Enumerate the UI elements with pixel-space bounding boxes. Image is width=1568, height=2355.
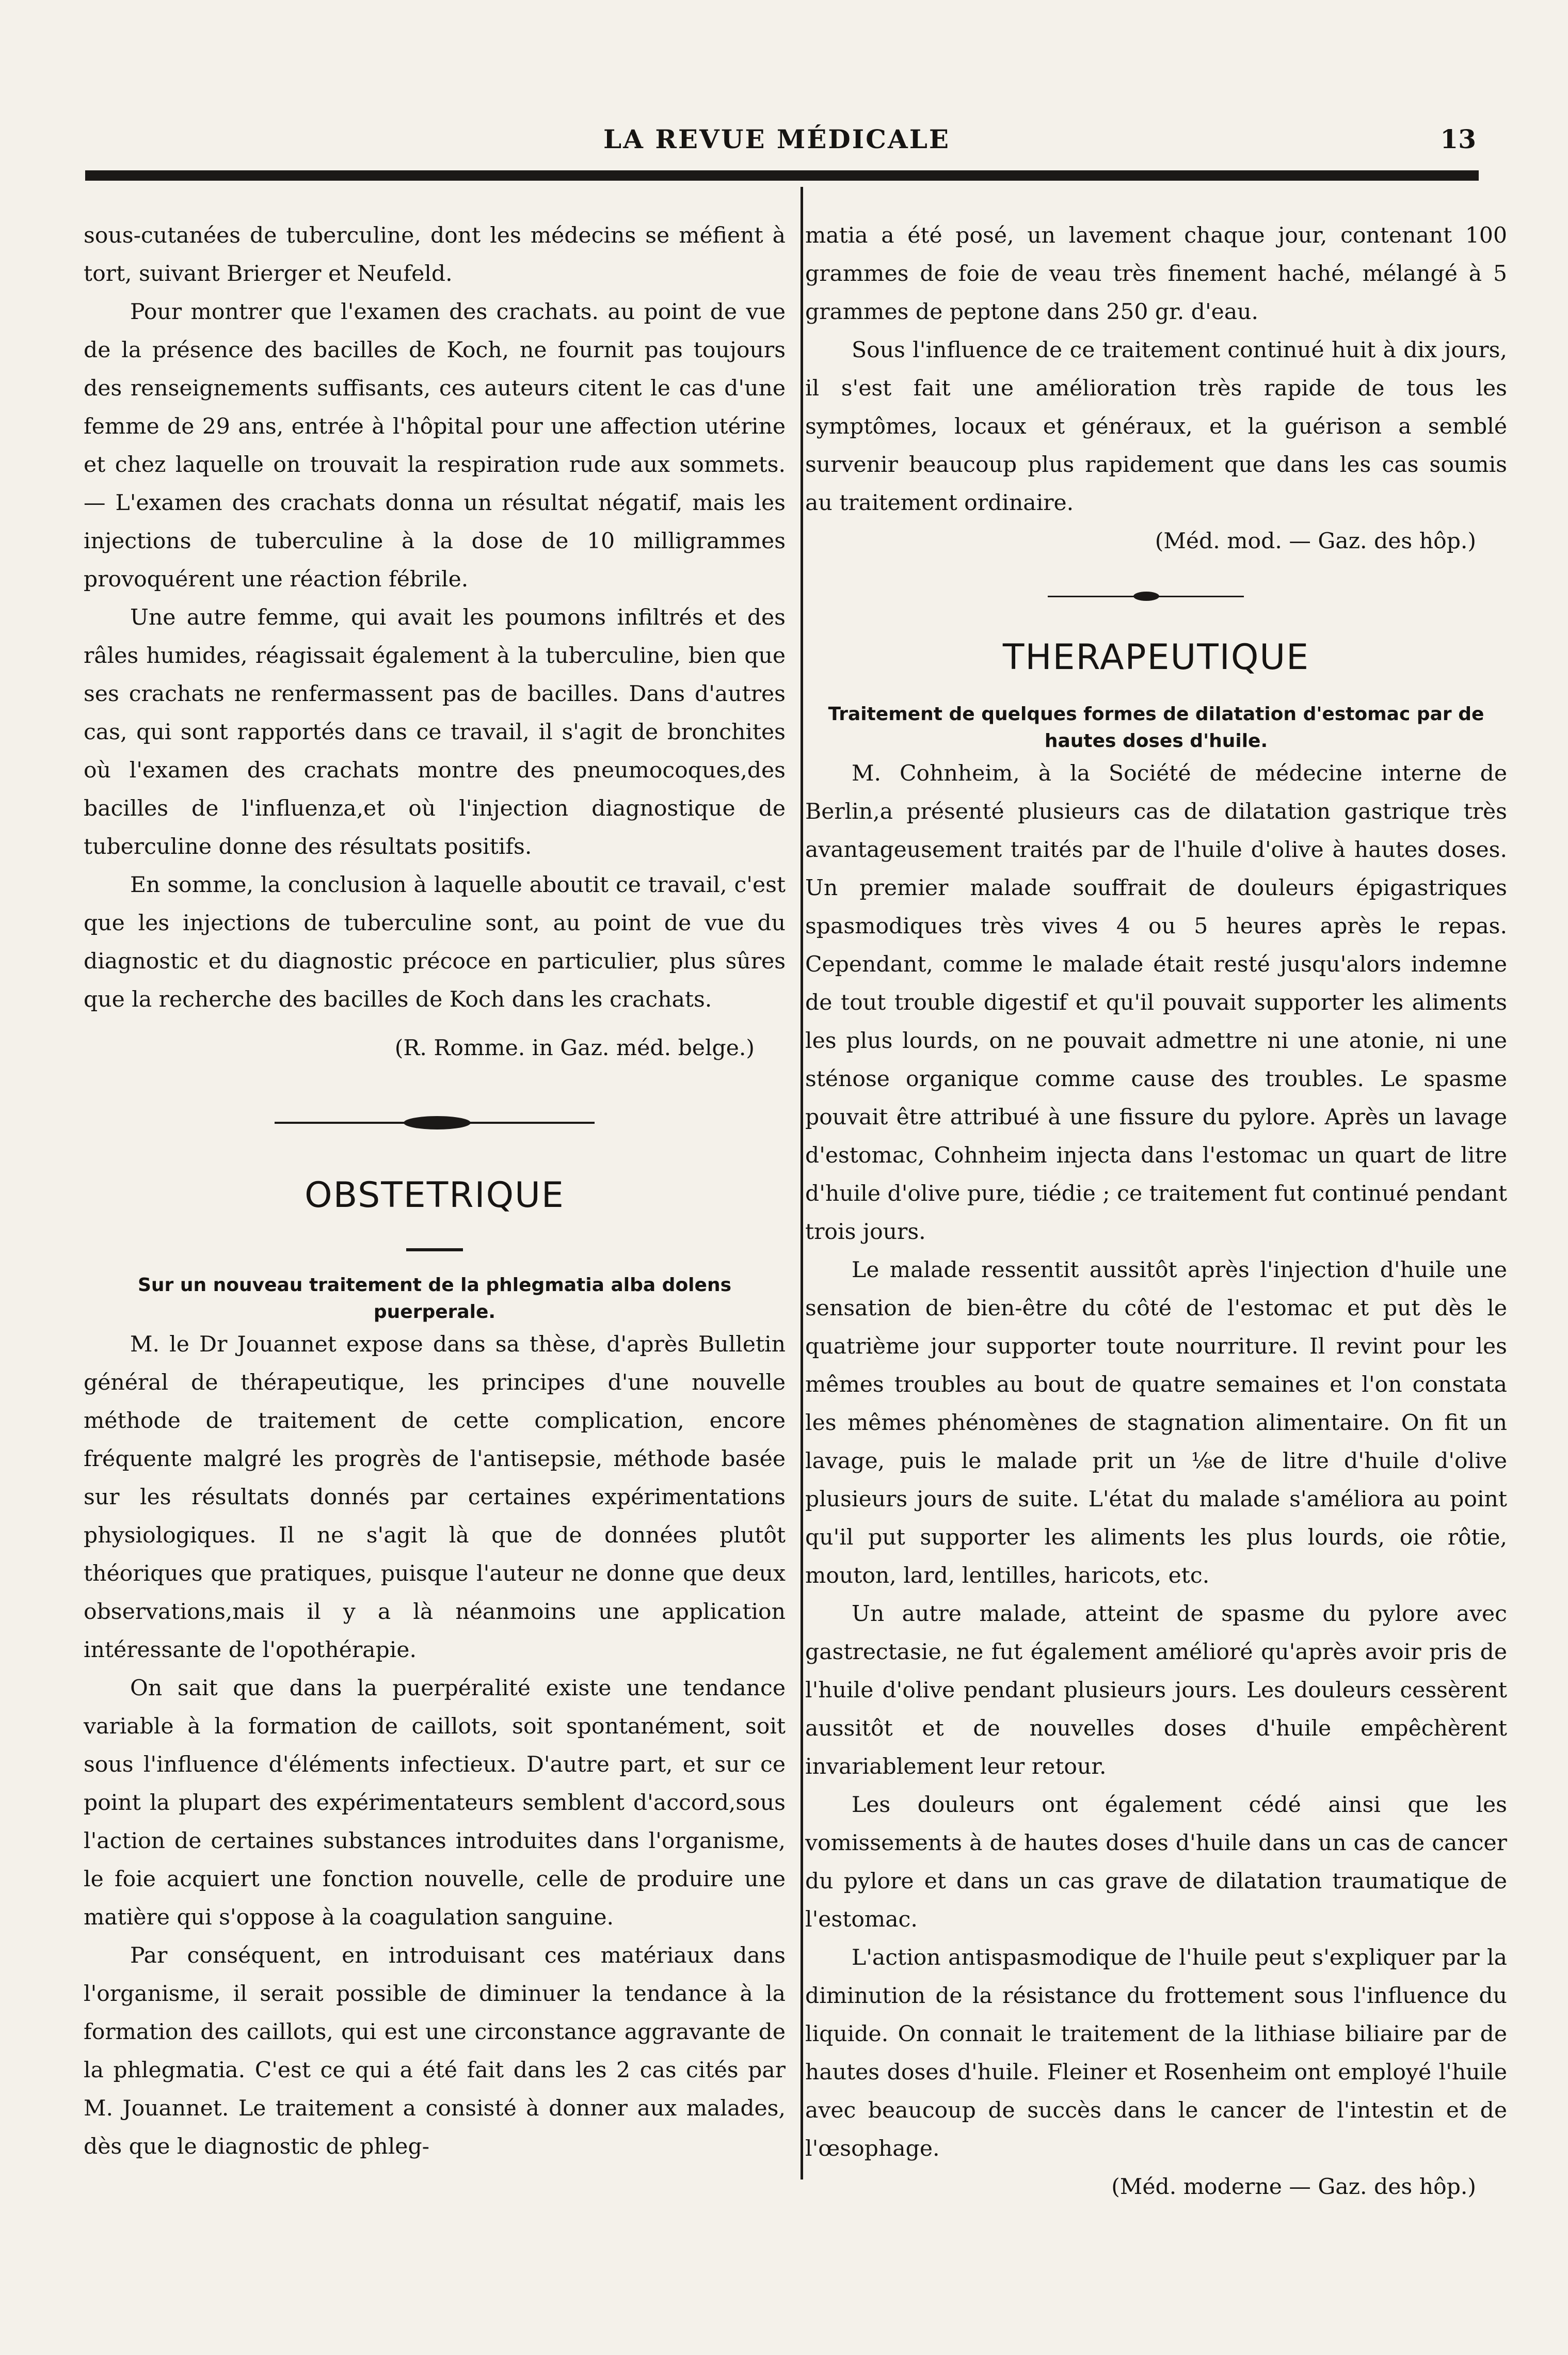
paragraph: Pour montrer que l'examen des crachats. au point de vue de la présence des bacilles de Koch, ne fournit pas toujours des renseignements suffisants, ces auteurs citent le cas d'une femme de 29 ans, entrée à l'hôpital pour une affection utérine et chez laquelle on trouvait la respiration rude aux sommets. — L'examen des crachats donna un résultat négatif, mais les injections de tuberculine à la dose de 10 milligrammes provoquérent une réaction fébrile. [84,299,786,592]
section-separator [805,561,1507,633]
paragraph: En somme, la conclusion à laquelle aboutit ce travail, c'est que les injections de tuberculine sont, au point de vue du diagnostic et du diagnostic précoce en particulier, plus sûres que la recherche des bacilles de Koch dans les crachats. [84,872,786,1012]
source-citation: (R. Romme. in Gaz. méd. belge.) [394,1036,755,1061]
paragraph: Le malade ressentit aussitôt après l'injection d'huile une sensation de bien-être du côté de l'estomac et put dès le quatrième jour supporter toute nourriture. Il revint pour les mêmes troubles au bout de quatre semaines et l'on constata les mêmes phénomènes de stagnation alimentaire. On fit un lavage, puis le malade prit un ⅛e de litre d'huile d'olive plusieurs jours de suite. L'état du malade s'améliora au point qu'il put supporter les aliments les plus lourds, oie rôtie, mouton, lard, lentilles, haricots, etc. [805,1258,1507,1588]
source-citation: (Méd. moderne — Gaz. des hôp.) [1111,2174,1476,2200]
article-subtitle: Sur un nouveau traitement de la phlegmatia alba dolens puerperale. [137,1275,731,1323]
section-title: OBSTETRIQUE [305,1175,565,1216]
paragraph: L'action antispasmodique de l'huile peut s'expliquer par la diminution de la résistance du frottement sous l'influence du liquide. On connait le traitement de la lithiase biliaire par de hautes doses d'huile. Fleiner et Rosenheim ont employé l'huile avec beaucoup de succès dans le cancer de l'intestin et de l'œsophage. [805,1945,1507,2161]
paragraph: On sait que dans la puerpéralité existe une tendance variable à la formation de caillots, soit spontanément, soit sous l'influence d'éléments infectieux. D'autre part, et sur ce point la plupart des expérimentateurs semblent d'accord,sous l'action de certaines substances introduites dans l'organisme, le foie acquiert une fonction nouvelle, celle de produire une matière qui s'oppose à la coagulation sanguine. [84,1676,786,1930]
section-separator [84,1068,786,1171]
separator-ornament [404,1116,471,1129]
paragraph: Une autre femme, qui avait les poumons infiltrés et des râles humides, réagissait également à la tuberculine, bien que ses crachats ne renfermassent pas de bacilles. Dans d'autres cas, qui sont rapportés dans ce travail, il s'agit de bronchites où l'examen des crachats montre des pneumocoques,des bacilles de l'influenza,et où l'injection diagnostique de tuberculine donne des résultats positifs. [84,605,786,860]
title-rule [406,1248,463,1251]
section-title: THERAPEUTIQUE [1002,637,1310,678]
journal-title: LA REVUE MÉDICALE [603,124,950,154]
left-column [84,217,786,2166]
column-divider [801,187,803,2179]
paragraph: matia a été posé, un lavement chaque jour, contenant 100 grammes de foie de veau très finement haché, mélangé à 5 grammes de peptone dans 250 gr. d'eau. [805,223,1507,325]
right-column [805,217,1507,2206]
paragraph: Un autre malade, atteint de spasme du pylore avec gastrectasie, ne fut également amélioré qu'après avoir pris de l'huile d'olive pendant plusieurs jours. Les douleurs cessèrent aussitôt et de nouvelles doses d'huile empêchèrent invariablement leur retour. [805,1601,1507,1779]
paragraph: Les douleurs ont également cédé ainsi que les vomissements à de hautes doses d'huile dans un cas de cancer du pylore et dans un cas grave de dilatation traumatique de l'estomac. [805,1792,1507,1932]
running-head [77,120,1476,161]
paragraph: Sous l'influence de ce traitement continué huit à dix jours, il s'est fait une amélioration très rapide de tous les symptômes, locaux et généraux, et la guérison a semblé survenir beaucoup plus rapidement que dans les cas soumis au traitement ordinaire. [805,338,1507,516]
paragraph: M. Cohnheim, à la Société de médecine interne de Berlin,a présenté plusieurs cas de dilatation gastrique très avantageusement traités par de l'huile d'olive à hautes doses. Un premier malade souffrait de douleurs épigastriques spasmodiques très vives 4 ou 5 heures après le repas. Cependant, comme le malade était resté jusqu'alors indemne de tout trouble digestif et qu'il pouvait supporter les aliments les plus lourds, on ne pouvait admettre ni une atonie, ni une sténose organique comme cause des troubles. Le spasme pouvait être attribué à une fissure du pylore. Après un lavage d'estomac, Cohnheim injecta dans l'estomac un quart de litre d'huile d'olive pure, tiédie ; ce traitement fut continué pendant trois jours. [805,761,1507,1245]
paragraph: M. le Dr Jouannet expose dans sa thèse, d'après Bulletin général de thérapeutique, les principes d'une nouvelle méthode de traitement de cette complication, encore fréquente malgré les progrès de l'antisepsie, méthode basée sur les résultats donnés par certaines expérimentations physiologiques. Il ne s'agit là que de données plutôt théoriques que pratiques, puisque l'auteur ne donne que deux observations,mais il y a là néanmoins une application intéressante de l'opothérapie. [84,1332,786,1663]
separator-ornament [1133,592,1159,601]
page-number: 13 [1440,124,1476,154]
paragraph: sous-cutanées de tuberculine, dont les médecins se méfient à tort, suivant Brierger et Neufeld. [84,223,786,287]
source-citation: (Méd. mod. — Gaz. des hôp.) [1155,529,1476,554]
paragraph: Par conséquent, en introduisant ces matériaux dans l'organisme, il serait possible de diminuer la tendance à la formation des caillots, qui est une circonstance aggravante de la phlegmatia. C'est ce qui a été fait dans les 2 cas cités par M. Jouannet. Le traitement a consisté à donner aux malades, dès que le diagnostic de phleg- [84,1943,786,2159]
spacer [805,682,1507,701]
article-subtitle: Traitement de quelques formes de dilatation d'estomac par de hautes doses d'huile. [828,704,1484,752]
header-rule [85,170,1479,181]
